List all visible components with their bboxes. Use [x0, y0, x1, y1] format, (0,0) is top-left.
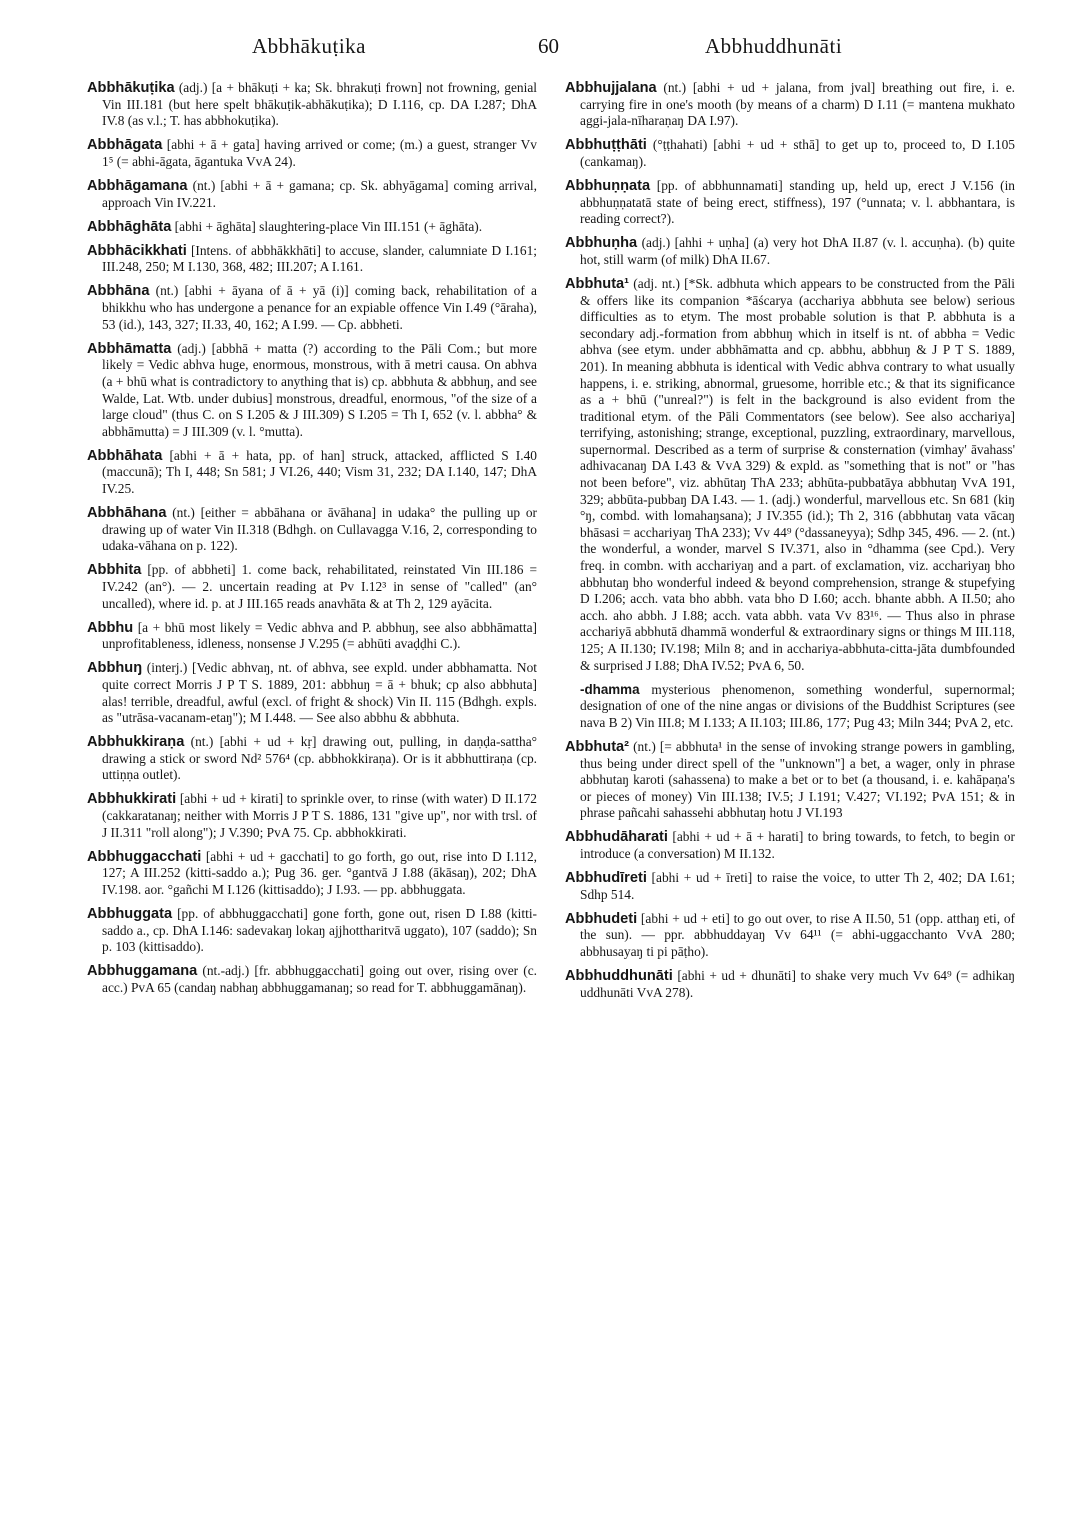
entry-text: (adj. nt.) [*Sk. adbhuta which appears to be constructed from the Pāli & offers like its companion *āścarya (acchariya abbhuta see below) serious difficulties as to etym. The most probable solution is that P. abbhuta is a secondary adj.-formation from abbhuŋ which in itself is nt. of abbha = Vedic abhva (see etym. under abbhāmatta and cp. abbhu, abbhuŋ & J P T S. 1889, 201). In meaning abbhuta is identical with Vedic abhva contrary to what usually happens, i. e. striking, abnormal, gruesome, horrible etc.; & that its significance as a + bhū ("unreal?") is felt in the background is also evident from the traditional etym. of the Pāli Commentators (see below). See also acchariya] terrifying, astonishing; strange, exceptional, puzzling, extraordinary, marvellous, supernormal. Described as a term of surprise & consternation (vimhay' āvahass' adhivacanaŋ DA I.43 & VvA 329) & expld. as "something that is not" or "has not been before", viz. abhūtaŋ ThA 233; abhūta-pubbatāya abbhutaŋ VvA 191, 329; abbūta-pubbaŋ DA I.43. — 1. (adj.) wonderful, marvellous etc. Sn 681 (kiŋ °ŋ, combd. with lomahaŋsana); J IV.355 (id.); Th 2, 316 (abbhutaŋ vata vācaŋ bhāsasi = acchariyaŋ ThA 233); Vv 44⁹ (°dassaneyya); Sdhp 345, 496. — 2. (nt.) the wonderful, a wonder, marvel S IV.371, also in °dhamma (see Cpd.). Very freq. in combn. with acchariyaŋ and a part. of exclamation, viz. acchariyaŋ bho abbhutaŋ bho wonderful indeed & beyond comprehension, strange & stupefying D I.206; acch. vata bho abbh. vata bho D I.60; acch. bhante abbh. A II.50; aho acch. aho abbh. J I.88; acch. vata abbh. vata Vv 83¹⁶. — Thus also in phrase acchariyā abbhutā dhammā wonderful & extraordinary signs or things M III.118, 125; A II.130; IV.198; Miln 8; and in acchariya-abbhuta-citta-jāta dumbfounded & surprised J I.88; DhA IV.52; PvA 6, 50.: [580, 275, 1015, 673]
dictionary-entry: [87, 562, 537, 612]
dictionary-entry: [565, 137, 1015, 170]
running-head-right: Abbhuddhunāti: [705, 34, 843, 58]
entry-text: (nt.) [abhi + āyana of ā + yā (i)] coming back, rehabilitation of a bhikkhu who has undergone a penance for an expiable offence Vin I.49 (°āraha), 53 (id.), 143, 327; II.33, 40, 162; A I.99. — Cp. abbheti.: [102, 283, 537, 332]
headword: Abbhuṇha: [565, 235, 638, 252]
dictionary-entry: [87, 963, 537, 996]
headword: Abbhu: [87, 619, 134, 636]
entry-text: (interj.) [Vedic abhvaŋ, nt. of abhva, see expld. under abbhamatta. Not quite correct Morris J P T S. 1889, 201: abbhuŋ = ā + bhuk; cp also abbhuta] alas! terrible, dreadful, awful (excl. of fright & shock) Vin II. 115 (Bdhgh. expls. as "utrāsa-vacanam-etaŋ"); M I.448. — See also abbhu & abbhuta.: [102, 660, 537, 726]
entry-text: (adj.) [ahhi + uṇha] (a) very hot DhA II.87 (v. l. accuṇha). (b) quite hot, still warm (of milk) DhA II.67.: [580, 235, 1015, 267]
headword: Abbhākuṭika: [87, 80, 175, 96]
entry-text: [abhi + ā + gata] having arrived or come; (m.) a guest, stranger Vv 1⁵ (= abhi-āgata, āgantuka VvA 24).: [102, 137, 537, 169]
headword: Abbhita: [87, 562, 142, 579]
headword: Abbhudāharati: [565, 829, 668, 846]
headword: Abbhujjalana: [565, 80, 657, 96]
dictionary-entry: [87, 849, 537, 899]
dictionary-entry: [565, 235, 1015, 268]
dictionary-entry: [87, 80, 537, 130]
headword: Abbhāghāta: [87, 218, 172, 235]
entry-text: mysterious phenomenon, something wonderful, supernormal; designation of one of the nine angas or divisions of the Buddhist Scriptures (see nava B 2) Vin III.8; M I.133; A II.103; III.86, 177; Pug 43; Miln 344; PvA 2, etc.: [580, 681, 1015, 730]
page-header: [0, 34, 1073, 64]
dictionary-entry: [565, 829, 1015, 862]
dictionary-entry: [87, 219, 537, 236]
dictionary-entry: [565, 178, 1015, 228]
dictionary-entry: [565, 968, 1015, 1001]
entry-text: (nt.) [abhi + ud + kṛ] drawing out, pulling, in daṇḍa-sattha° drawing a stick or sword Nd² 576⁴ (cp. abbhokkiraṇa). Or is it abbhuttiraṇa (cp. uttiṇṇa outlet).: [102, 734, 537, 783]
entry-text: [abhi + ud + gacchati] to go forth, go out, rise into D I.112, 127; A III.252 (kitti-saddo a.); Pug 36. ger. °gantvā J I.88 (ākāsaŋ), 202; DhA IV.198. aor. °gañchi M I.126 (kittisaddo); J I.93. — pp. abbhuggata.: [102, 848, 537, 897]
entry-text: (adj.) [abbhā + matta (?) according to the Pāli Com.; but more likely = Vedic abhva huge, enormous, monstrous, with ā metri causa. On abhva (a + bhū what is contradictory to anything that is) cp. abbhuta & abbhuŋ, and see Walde, Lat. Wtb. under dubius] monstrous, dreadful, enormous, "of the size of a large cloud" (thus C. on S I.205 & J III.309) S I.205 = Th I, 652 (v. l. abbha° & abbhāmutta) = J III.309 (v. l. °mutta).: [102, 340, 537, 439]
dictionary-entry: [87, 906, 537, 956]
dictionary-entry: [87, 243, 537, 276]
dictionary-entry: [87, 178, 537, 211]
headword: Abbhāhata: [87, 447, 163, 464]
entry-text: [abhi + ud + īreti] to raise the voice, to utter Th 2, 402; DA I.61; Sdhp 514.: [580, 870, 1015, 902]
headword: Abbhuggacchati: [87, 848, 202, 865]
dictionary-entry: [565, 739, 1015, 822]
page-number: 60: [538, 34, 559, 58]
dictionary-entry: [87, 283, 537, 333]
headword: Abbhudeti: [565, 910, 638, 927]
entry-text: (nt.) [= abbhuta¹ in the sense of invoking strange powers in gambling, thus being under direct spell of the "unknown"] a bet, a wager, only in phrase abbhutaŋ karoti (sahassena) to make a bet or to bet (a thousand, i. e. kahāpaṇa's or pieces of money) Vin III.138; IV.5; J I.191; V.427; VI.192; PvA 151; & in phrase pañcahi sahassehi abbhutaŋ hotu J VI.193: [580, 738, 1015, 821]
headword: Abbhāgamana: [87, 177, 188, 194]
entry-text: (nt.) [abhi + ud + jalana, from jval] breathing out fire, i. e. carrying fire in one's mooth (by means of a charm) D I.11 (= mantena mukhato aggi-jala-nīharaṇaŋ DA I.97).: [580, 80, 1015, 129]
dictionary-entry: [87, 620, 537, 653]
entry-text: [abhi + ud + kirati] to sprinkle over, to rinse (with water) D II.172 (cakkaratanaŋ; neither with Morris J P T S. 1886, 131 "give up", nor with trsl. of J II.311 "roll along"); J V.390; PvA 75. Cp. abbhokkirati.: [102, 791, 537, 840]
headword: Abbhuggata: [87, 906, 173, 923]
dictionary-entry: [87, 448, 537, 498]
headword: Abbhuddhunāti: [565, 968, 673, 985]
entry-text: [a + bhū most likely = Vedic abhva and P. abbhuŋ, see also abbhāmatta] unprofitableness, idleness, nonsense J V.295 (= abhūti avaḍḍhi C.).: [102, 619, 537, 652]
running-head-left: Abbhākuṭika: [252, 34, 366, 58]
entry-text: (°ṭṭhahati) [abhi + ud + sthā] to get up to, proceed to, D I.105 (cankamaŋ).: [580, 137, 1015, 169]
entry-text: (adj.) [a + bhākuṭi + ka; Sk. bhrakuṭi frown] not frowning, genial Vin III.181 (but here spelt bhākuṭik-abhākuṭika); D I.116, cp. DA I.287; DhA IV.8 (as v.l.; T. has abbhokuṭika).: [102, 80, 537, 129]
entry-text: [abhi + ud + ā + harati] to bring towards, to fetch, to begin or introduce (a conversation) M II.132.: [580, 829, 1015, 862]
entry-text: [abhi + āghāta] slaughtering-place Vin III.151 (+ āghāta).: [171, 218, 483, 234]
entry-text: (nt.-adj.) [fr. abbhuggacchati] going out over, rising over (c. acc.) PvA 65 (candaŋ nabhaŋ abbhuggamanaŋ; so read for T. abbhuggamānaŋ).: [102, 963, 537, 995]
entry-text: [Intens. of abbhākkhāti] to accuse, slander, calumniate D I.161; III.248, 250; M I.130, 368, 482; III.207; A I.161.: [102, 242, 537, 275]
sub-entry: [565, 682, 1015, 732]
entry-text: (nt.) [either = abbāhana or āvāhana] in udaka° the pulling up or drawing up of water Vin II.318 (Bdhgh. on Cullavagga V.16, 2, corresponding to udaka-vāhana on p. 122).: [102, 505, 537, 554]
entry-text: [pp. of abbheti] 1. come back, rehabilitated, reinstated Vin III.186 = IV.242 (an°). — 2. uncertain reading at Pv I.12³ in sense of "called" (an° uncalled), where id. p. at J III.165 reads anavhāta & at Th 2, 129 ayācita.: [102, 562, 537, 611]
headword: Abbhuggamana: [87, 963, 198, 980]
headword: Abbhuṭṭhāti: [565, 137, 647, 154]
dictionary-entry: [87, 660, 537, 726]
headword: Abbhuta¹: [565, 275, 630, 292]
headword: Abbhudīreti: [565, 870, 647, 887]
entry-text: [abhi + ud + dhunāti] to shake very much Vv 64⁹ (= adhikaŋ uddhunāti VvA 278).: [580, 968, 1015, 1000]
entry-text: [pp. of abbhuggacchati] gone forth, gone out, risen D I.88 (kitti-saddo a., cp. DhA I.146: sadevakaŋ lokaŋ ajjhottharitvā uggato), 107 (saddo); Sn p. 103 (kittisaddo).: [102, 906, 537, 955]
entry-text: [abhi + ā + hata, pp. of han] struck, attacked, afflicted S I.40 (maccunā); Th I, 448; Sn 581; J VI.26, 440; Vism 31, 232; DA I.140, 147; DhA IV.25.: [102, 447, 537, 496]
entry-text: [abhi + ud + eti] to go out over, to rise A II.50, 51 (opp. atthaŋ eti, of the sun). — ppr. abbhuddayaŋ Vv 64¹¹ (= abhi-uggacchanto VvA 280; abbhusayaŋ ti pi pāṭho).: [580, 910, 1015, 959]
dictionary-entry: [87, 505, 537, 555]
left-column: [87, 80, 537, 1520]
headword: Abbhukkirati: [87, 791, 177, 808]
headword: Abbhāna: [87, 283, 150, 300]
headword: Abbhuta²: [565, 738, 630, 755]
dictionary-entry: [565, 870, 1015, 903]
headword: Abbhuṇṇata: [565, 177, 651, 194]
dictionary-entry: [565, 276, 1015, 674]
dictionary-entry: [87, 341, 537, 441]
entry-text: [pp. of abbhunnamati] standing up, held up, erect J V.156 (in abbhuṇṇatatā state of being erect, stiffness), 197 (°unnata; v. l. abbhantara, is reading correct?).: [580, 177, 1015, 227]
headword: Abbhuŋ: [87, 660, 143, 677]
entry-text: (nt.) [abhi + ā + gamana; cp. Sk. abhyāgama] coming arrival, approach Vin IV.221.: [102, 177, 537, 210]
headword: Abbhāhana: [87, 505, 167, 522]
dictionary-entry: [87, 734, 537, 784]
headword: Abbhukkiraṇa: [87, 734, 185, 751]
headword: Abbhāgata: [87, 137, 163, 154]
dictionary-entry: [565, 80, 1015, 130]
dictionary-entry: [565, 911, 1015, 961]
headword: -dhamma: [580, 681, 640, 697]
dictionary-entry: [87, 791, 537, 841]
right-column: [565, 80, 1015, 1520]
dictionary-entry: [87, 137, 537, 170]
headword: Abbhāmatta: [87, 340, 172, 357]
headword: Abbhācikkhati: [87, 242, 187, 259]
